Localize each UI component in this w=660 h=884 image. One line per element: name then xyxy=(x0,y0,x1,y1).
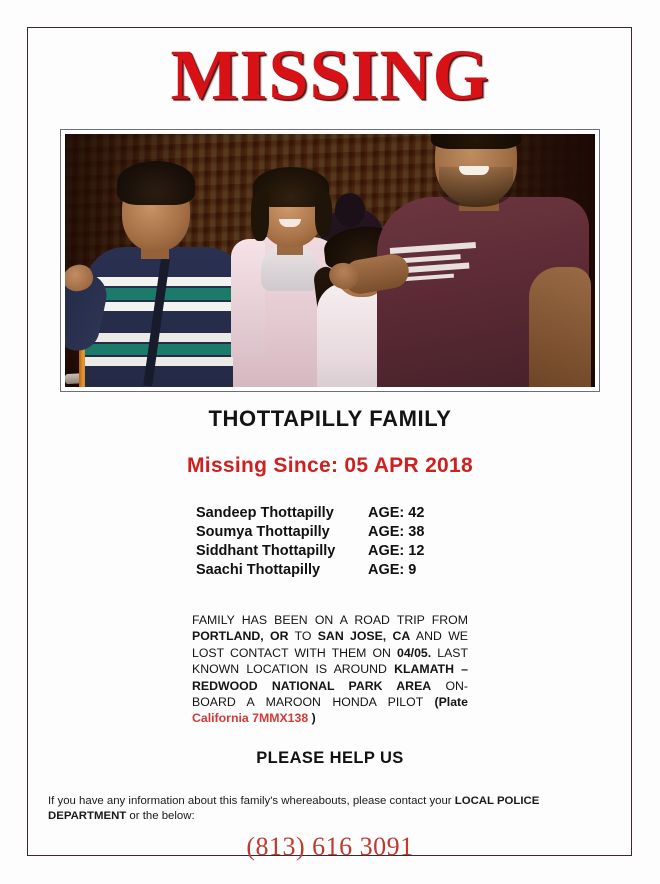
desc-plate-prefix: (Plate xyxy=(434,695,468,710)
desc-segment: AND WE LOST CONTACT WITH THEM ON xyxy=(192,629,468,660)
page-title: MISSING xyxy=(170,35,490,115)
list-item xyxy=(196,523,464,542)
shirt-stripe xyxy=(85,277,250,286)
desc-plate-suffix: ) xyxy=(308,711,316,726)
shirt-print-line xyxy=(403,254,461,263)
person-name: Saachi Thottapilly xyxy=(196,562,321,578)
contact-authority: LOCAL POLICE DEPARTMENT xyxy=(48,794,540,822)
subject-man-arm xyxy=(529,267,591,387)
list-item xyxy=(196,561,464,580)
desc-segment: LAST KNOWN LOCATION IS AROUND xyxy=(192,645,469,677)
desc-from-city: PORTLAND, OR xyxy=(192,629,289,644)
desc-segment: FAMILY HAS BEEN ON A ROAD TRIP FROM xyxy=(192,613,468,627)
family-photo xyxy=(65,134,595,387)
person-name: Sandeep Thottapilly xyxy=(196,505,334,521)
person-age: AGE: 38 xyxy=(368,524,425,540)
person-name: Siddhant Thottapilly xyxy=(196,543,336,559)
contact-segment: If you have any information about this family's whereabouts, please contact your xyxy=(48,794,455,807)
shirt-stripe xyxy=(85,333,250,342)
shirt-stripe xyxy=(85,302,250,311)
desc-to-city: SAN JOSE, CA xyxy=(317,629,411,644)
person-age: AGE: 9 xyxy=(368,562,417,578)
subject-man-hair xyxy=(431,134,521,149)
person-age: AGE: 42 xyxy=(368,505,425,521)
family-name-heading: THOTTAPILLY FAMILY xyxy=(208,406,452,431)
shirt-stripe xyxy=(85,357,250,366)
desc-location: KLAMATH – REDWOOD NATIONAL PARK AREA xyxy=(192,662,468,693)
shirt-stripe xyxy=(85,344,250,355)
description-paragraph xyxy=(192,612,468,727)
person-name: Soumya Thottapilly xyxy=(196,524,330,540)
missing-since-text: Missing Since: 05 APR 2018 xyxy=(187,454,473,477)
desc-segment: ON-BOARD A MAROON HONDA PILOT xyxy=(192,678,468,710)
shirt-print-line xyxy=(390,242,476,254)
help-text: PLEASE HELP US xyxy=(256,748,404,767)
contact-instructions xyxy=(48,794,612,824)
contact-segment: or the below: xyxy=(126,809,195,822)
vehicle-plate: California 7MMX138 xyxy=(192,711,309,726)
subject-man-smile xyxy=(459,166,489,175)
subject-woman-shawl xyxy=(231,239,265,357)
missing-people-list xyxy=(196,504,464,580)
background-figure-head xyxy=(335,193,365,227)
list-item xyxy=(196,504,464,523)
contact-phone-number: (813) 616 3091 xyxy=(246,831,414,861)
person-age: AGE: 12 xyxy=(368,543,425,559)
list-item xyxy=(196,542,464,561)
family-photo-frame xyxy=(60,129,600,392)
subject-boy-hair xyxy=(117,161,195,205)
subject-woman-hair-side xyxy=(251,191,269,241)
subject-woman-hair-side xyxy=(315,191,332,237)
desc-segment: TO xyxy=(288,629,318,644)
shirt-stripe xyxy=(85,288,250,300)
desc-date: 04/05. xyxy=(396,645,432,660)
